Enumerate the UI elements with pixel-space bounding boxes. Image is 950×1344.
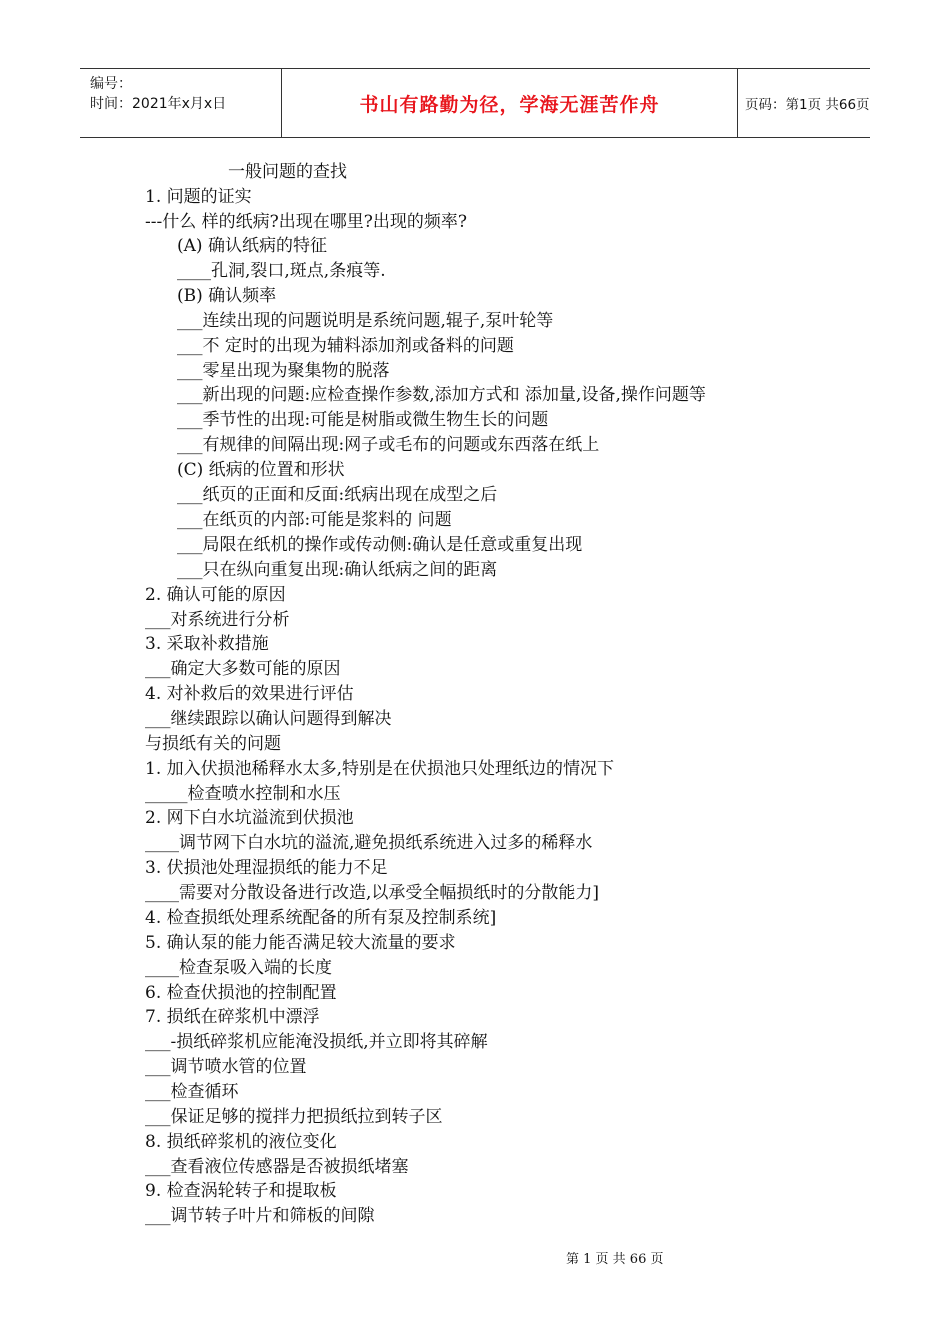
- list-item: 1. 加入伏损池稀释水太多,特别是在伏损池只处理纸边的情况下: [145, 759, 615, 779]
- list-item: ---什么 样的纸病?出现在哪里?出现的频率?: [145, 212, 467, 232]
- list-item: 5. 确认泵的能力能否满足较大流量的要求: [145, 933, 456, 953]
- section-title: 一般问题的查找: [228, 162, 347, 182]
- list-item: 8. 损纸碎浆机的液位变化: [145, 1132, 337, 1152]
- header-left-cell: [80, 69, 281, 137]
- time-label: 时间：2021年x月x日: [90, 96, 227, 112]
- list-item: ___新出现的问题:应检查操作参数,添加方式和 添加量,设备,操作问题等: [177, 385, 706, 405]
- list-item: (A) 确认纸病的特征: [177, 236, 327, 256]
- list-item: 4. 检查损纸处理系统配备的所有泵及控制系统]: [145, 908, 497, 928]
- list-item: _____检查喷水控制和水压: [145, 784, 341, 804]
- list-item: (B) 确认频率: [177, 286, 277, 306]
- header-motto-cell: [281, 69, 738, 137]
- list-item: ___继续跟踪以确认问题得到解决: [145, 709, 392, 729]
- list-item: 7. 损纸在碎浆机中漂浮: [145, 1007, 320, 1027]
- list-item: ____孔洞,裂口,斑点,条痕等.: [177, 261, 386, 281]
- list-item: ___检查循环: [145, 1082, 239, 1102]
- list-item: 6. 检查伏损池的控制配置: [145, 983, 337, 1003]
- list-item: ___局限在纸机的操作或传动侧:确认是任意或重复出现: [177, 535, 583, 555]
- list-item: ____检查泵吸入端的长度: [145, 958, 332, 978]
- list-item: ___查看液位传感器是否被损纸堵塞: [145, 1157, 409, 1177]
- list-item: 1. 问题的证实: [145, 187, 252, 207]
- motto-text: 书山有路勤为径，学海无涯苦作舟: [359, 93, 660, 116]
- document-header: [80, 68, 870, 138]
- list-item: 3. 伏损池处理湿损纸的能力不足: [145, 858, 388, 878]
- list-item: ___零星出现为聚集物的脱落: [177, 361, 390, 381]
- list-item: ___有规律的间隔出现:网子或毛布的问题或东西落在纸上: [177, 435, 600, 455]
- number-label: 编号：: [90, 76, 132, 92]
- list-item: ___不 定时的出现为辅料添加剂或备料的问题: [177, 336, 514, 356]
- list-item: 2. 确认可能的原因: [145, 585, 286, 605]
- list-item: ___调节转子叶片和筛板的间隙: [145, 1206, 375, 1226]
- list-item: 3. 采取补救措施: [145, 634, 269, 654]
- section-title: 与损纸有关的问题: [145, 734, 281, 754]
- list-item: ___在纸页的内部:可能是浆料的 问题: [177, 510, 452, 530]
- list-item: ___对系统进行分析: [145, 610, 290, 630]
- list-item: 2. 网下白水坑溢流到伏损池: [145, 808, 354, 828]
- page-info: 页码：第1页 共66页: [745, 97, 870, 113]
- list-item: ___季节性的出现:可能是树脂或微生物生长的问题: [177, 410, 549, 430]
- list-item: (C) 纸病的位置和形状: [177, 460, 345, 480]
- list-item: 9. 检查涡轮转子和提取板: [145, 1181, 337, 1201]
- list-item: ____需要对分散设备进行改造,以承受全幅损纸时的分散能力]: [145, 883, 600, 903]
- list-item: ___-损纸碎浆机应能淹没损纸,并立即将其碎解: [145, 1032, 488, 1052]
- page-footer: 第 1 页 共 66 页: [566, 1252, 664, 1267]
- list-item: ___调节喷水管的位置: [145, 1057, 307, 1077]
- list-item: ___只在纵向重复出现:确认纸病之间的距离: [177, 560, 498, 580]
- list-item: 4. 对补救后的效果进行评估: [145, 684, 354, 704]
- list-item: ___连续出现的问题说明是系统问题,辊子,泵叶轮等: [177, 311, 554, 331]
- header-page-cell: [737, 69, 878, 137]
- list-item: ___纸页的正面和反面:纸病出现在成型之后: [177, 485, 498, 505]
- list-item: ___确定大多数可能的原因: [145, 659, 341, 679]
- list-item: ____调节网下白水坑的溢流,避免损纸系统进入过多的稀释水: [145, 833, 593, 853]
- list-item: ___保证足够的搅拌力把损纸拉到转子区: [145, 1107, 443, 1127]
